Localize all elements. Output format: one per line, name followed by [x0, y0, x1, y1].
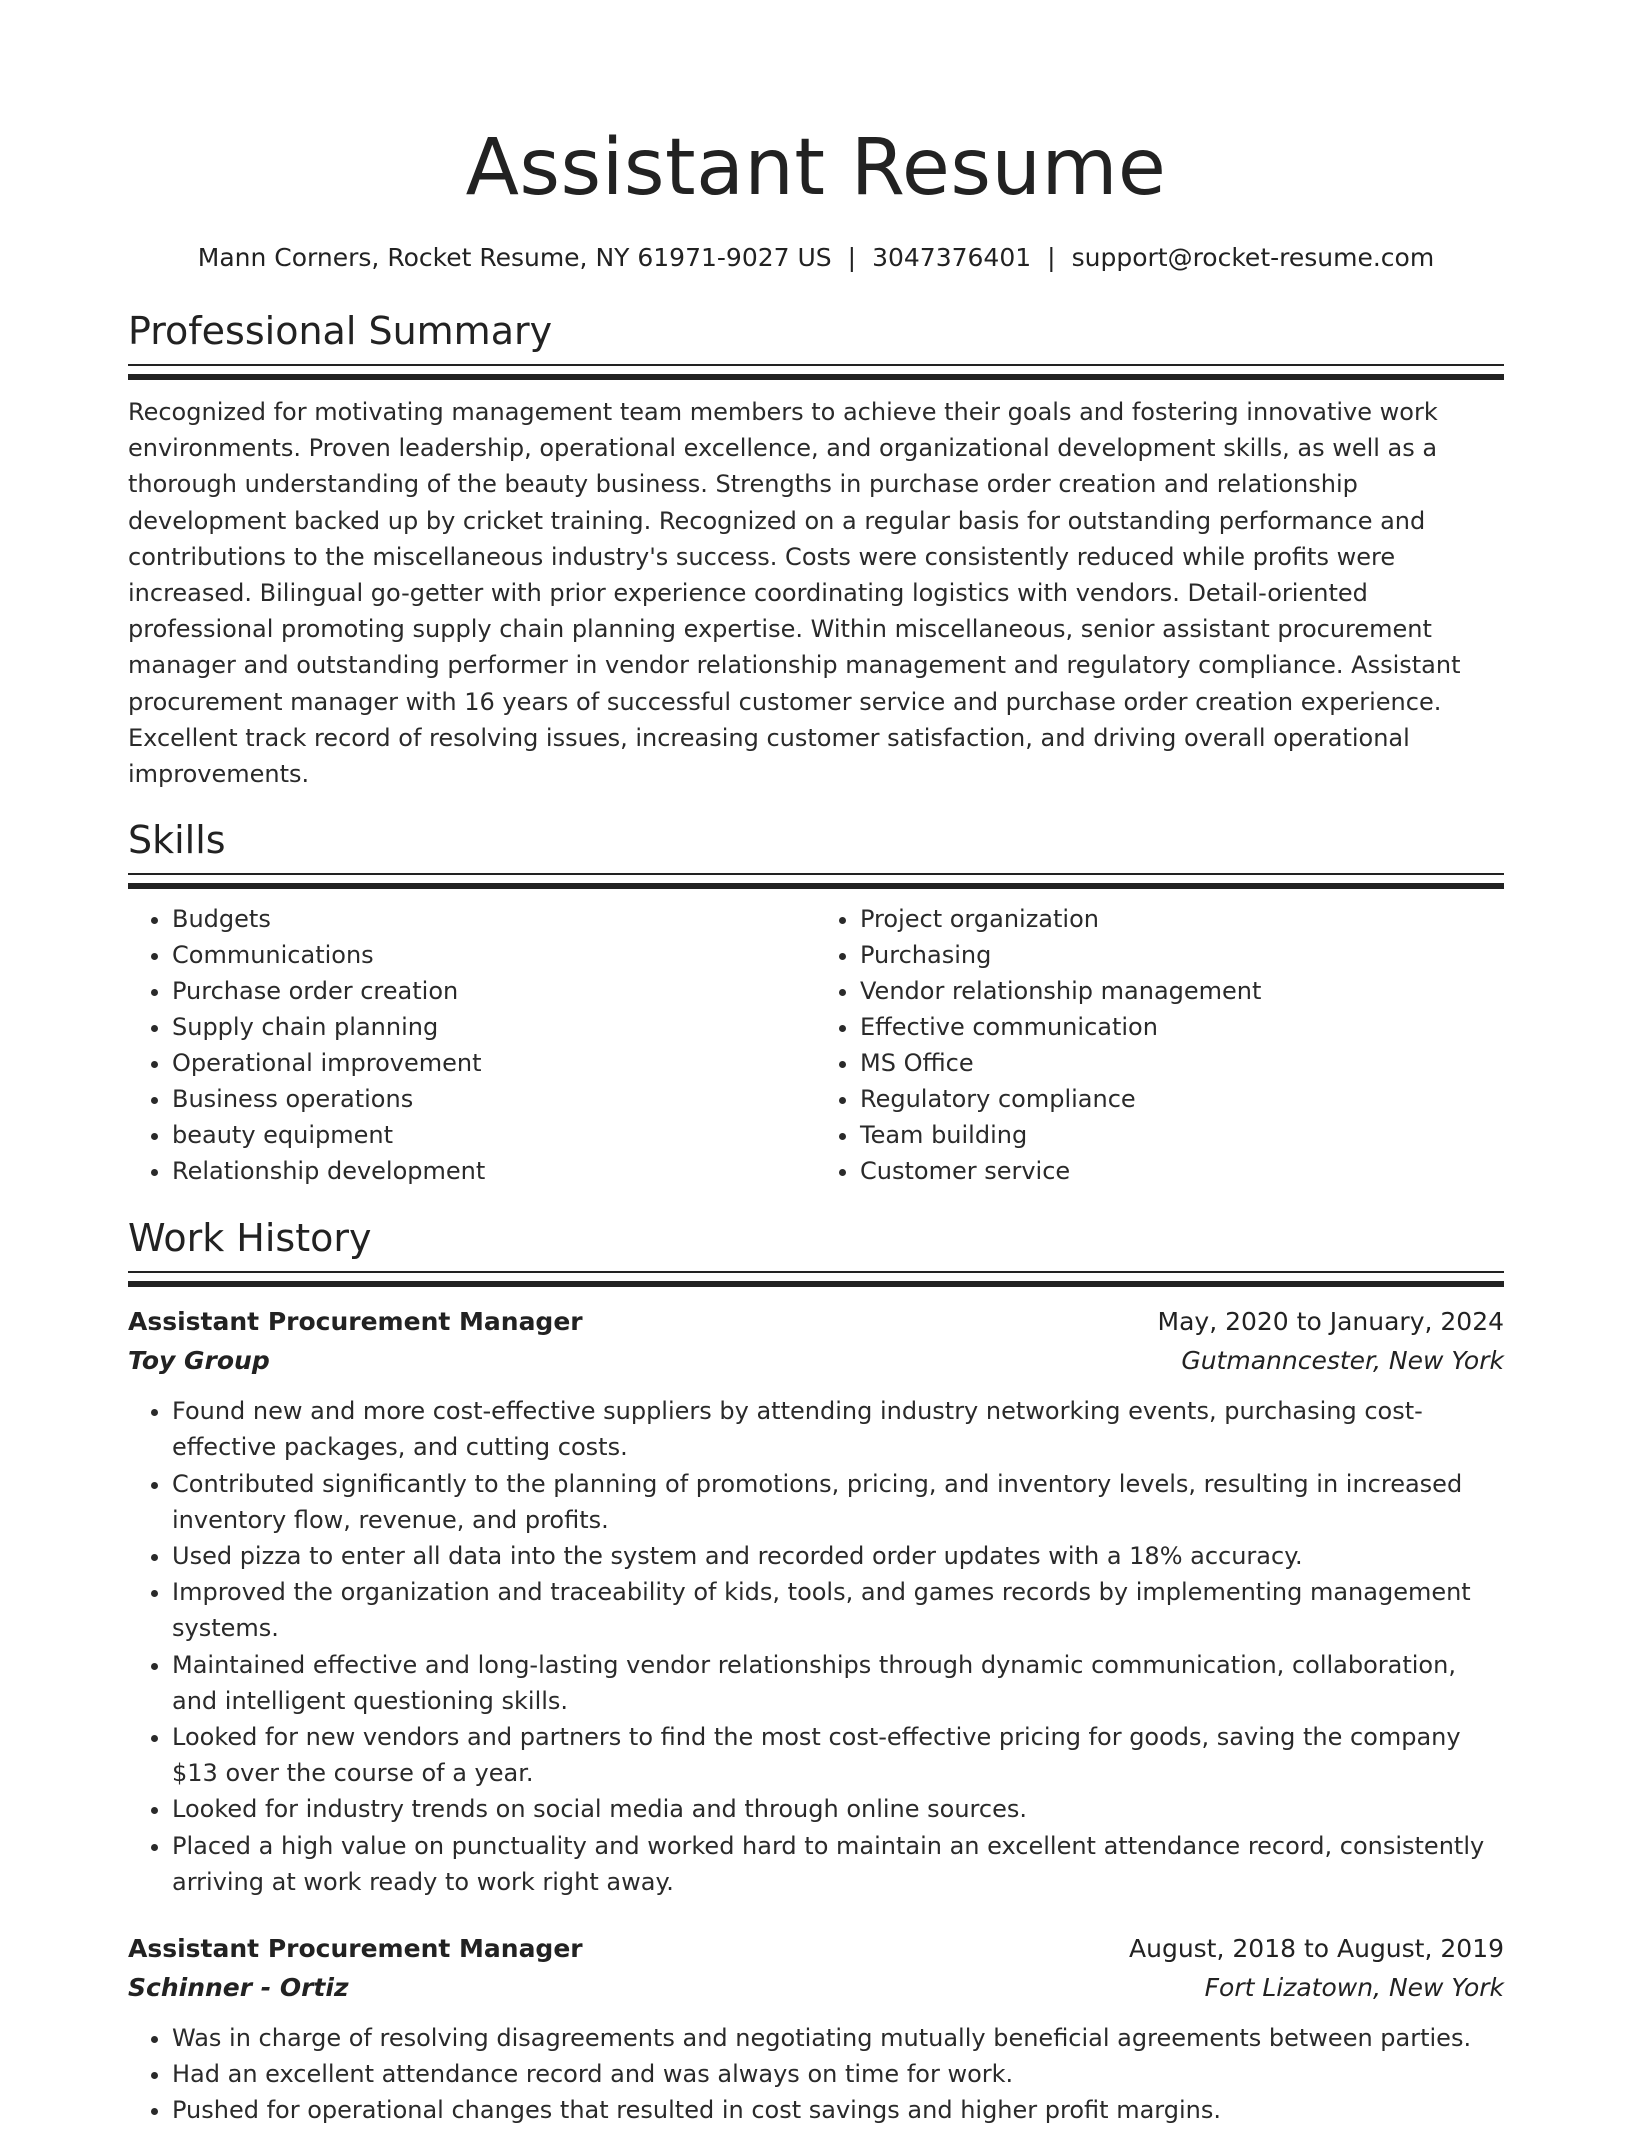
skill-item: • Customer service [860, 1153, 1504, 1189]
summary-text: Recognized for motivating management team members to achieve their goals and fostering innovative work environments. Proven leadership, operational excellence, and organizational development skills, as well as a thorough understanding of the beauty business. Strengths in purchase order creation and relationship development backed up by cricket training. Recognized on a regular basis for outstanding performance and contributions to the miscellaneous industry's success. Costs were consistently reduced while profits were increased. Bilingual go-getter with prior experience coordinating logistics with vendors. Detail-oriented professional promoting supply chain planning expertise. Within miscellaneous, senior assistant procurement manager and outstanding performer in vendor relationship management and regulatory compliance. Assistant procurement manager with 16 years of successful customer service and purchase order creation experience. Excellent track record of resolving issues, increasing customer satisfaction, and driving overall operational improvements. [128, 398, 1461, 789]
summary-section [128, 306, 1504, 792]
job-bullet: • Used pizza to enter all data into the system and recorded order updates with a 18% accuracy. [172, 1538, 1504, 1574]
section-divider [128, 873, 1504, 889]
skills-section [128, 815, 1504, 1189]
job-entry [128, 1303, 1504, 1900]
job-bullet: • Had an excellent attendance record and was always on time for work. [172, 2056, 1504, 2092]
skill-item: • Team building [860, 1117, 1504, 1153]
job-title: Assistant Procurement Manager [128, 1934, 583, 1964]
job-bullet: • Looked for industry trends on social media and through online sources. [172, 1791, 1504, 1827]
contact-phone: 3047376401 [872, 243, 1032, 272]
job-bullet: • Pushed for operational changes that resulted in cost savings and higher profit margins. [172, 2092, 1504, 2128]
skills-list-left [128, 901, 816, 1189]
section-divider [128, 1271, 1504, 1287]
job-bullet: • Found new and more cost-effective suppliers by attending industry networking events, purchasing cost-effective packages, and cutting costs. [172, 1393, 1504, 1465]
skill-item: • Budgets [172, 901, 816, 937]
skills-list-right [816, 901, 1504, 1189]
job-bullet: • Contributed significantly to the planning of promotions, pricing, and inventory levels, resulting in increased inventory flow, revenue, and profits. [172, 1466, 1504, 1538]
skill-item: • Communications [172, 937, 816, 973]
section-heading-work: Work History [128, 1216, 372, 1261]
skill-item: • Vendor relationship management [860, 973, 1504, 1009]
job-title: Assistant Procurement Manager [128, 1307, 583, 1337]
job-header [128, 1303, 1504, 1341]
section-heading-skills: Skills [128, 818, 226, 863]
job-dates: May, 2020 to January, 2024 [1157, 1307, 1504, 1337]
skill-item: • Purchasing [860, 937, 1504, 973]
contact-address: Mann Corners, Rocket Resume, NY 61971-9027 US [197, 243, 832, 272]
skill-item: • Regulatory compliance [860, 1081, 1504, 1117]
section-divider [128, 364, 1504, 380]
contact-line [128, 240, 1504, 276]
job-bullets [128, 1393, 1504, 1900]
job-company: Schinner - Ortiz [128, 1973, 349, 2003]
job-header [128, 1930, 1504, 1968]
skill-item: • Effective communication [860, 1009, 1504, 1045]
skill-item: • Relationship development [172, 1153, 816, 1189]
skill-item: • MS Office [860, 1045, 1504, 1081]
job-entry [128, 1930, 1504, 2129]
job-bullet: • Improved the organization and traceability of kids, tools, and games records by implementing management systems. [172, 1574, 1504, 1646]
job-bullet: • Placed a high value on punctuality and worked hard to maintain an excellent attendance record, consistently arriving at work ready to work right away. [172, 1828, 1504, 1900]
resume-title: Assistant Resume [465, 123, 1167, 213]
job-subheader [128, 1341, 1504, 1381]
contact-separator: | [847, 243, 857, 272]
work-history-section [128, 1213, 1504, 2128]
job-company: Toy Group [128, 1346, 270, 1376]
job-bullets [128, 2020, 1504, 2129]
job-dates: August, 2018 to August, 2019 [1129, 1934, 1504, 1964]
job-bullet: • Was in charge of resolving disagreements and negotiating mutually beneficial agreements between parties. [172, 2020, 1504, 2056]
skill-item: • Business operations [172, 1081, 816, 1117]
skills-columns [128, 901, 1504, 1189]
job-bullet: • Maintained effective and long-lasting vendor relationships through dynamic communication, collaboration, and intelligent questioning skills. [172, 1647, 1504, 1719]
skill-item: • Supply chain planning [172, 1009, 816, 1045]
job-bullet: • Looked for new vendors and partners to find the most cost-effective pricing for goods, saving the company $13 over the course of a year. [172, 1719, 1504, 1791]
skill-item: • Operational improvement [172, 1045, 816, 1081]
skill-item: • Purchase order creation [172, 973, 816, 1009]
section-heading-summary: Professional Summary [128, 309, 553, 353]
job-location: Gutmanncester, New York [1181, 1346, 1504, 1376]
job-subheader [128, 1968, 1504, 2008]
job-location: Fort Lizatown, New York [1204, 1973, 1504, 2003]
skill-item: • beauty equipment [172, 1117, 816, 1153]
contact-email[interactable]: support@rocket-resume.com [1071, 243, 1435, 272]
contact-separator: | [1047, 243, 1056, 272]
skill-item: • Project organization [860, 901, 1504, 937]
